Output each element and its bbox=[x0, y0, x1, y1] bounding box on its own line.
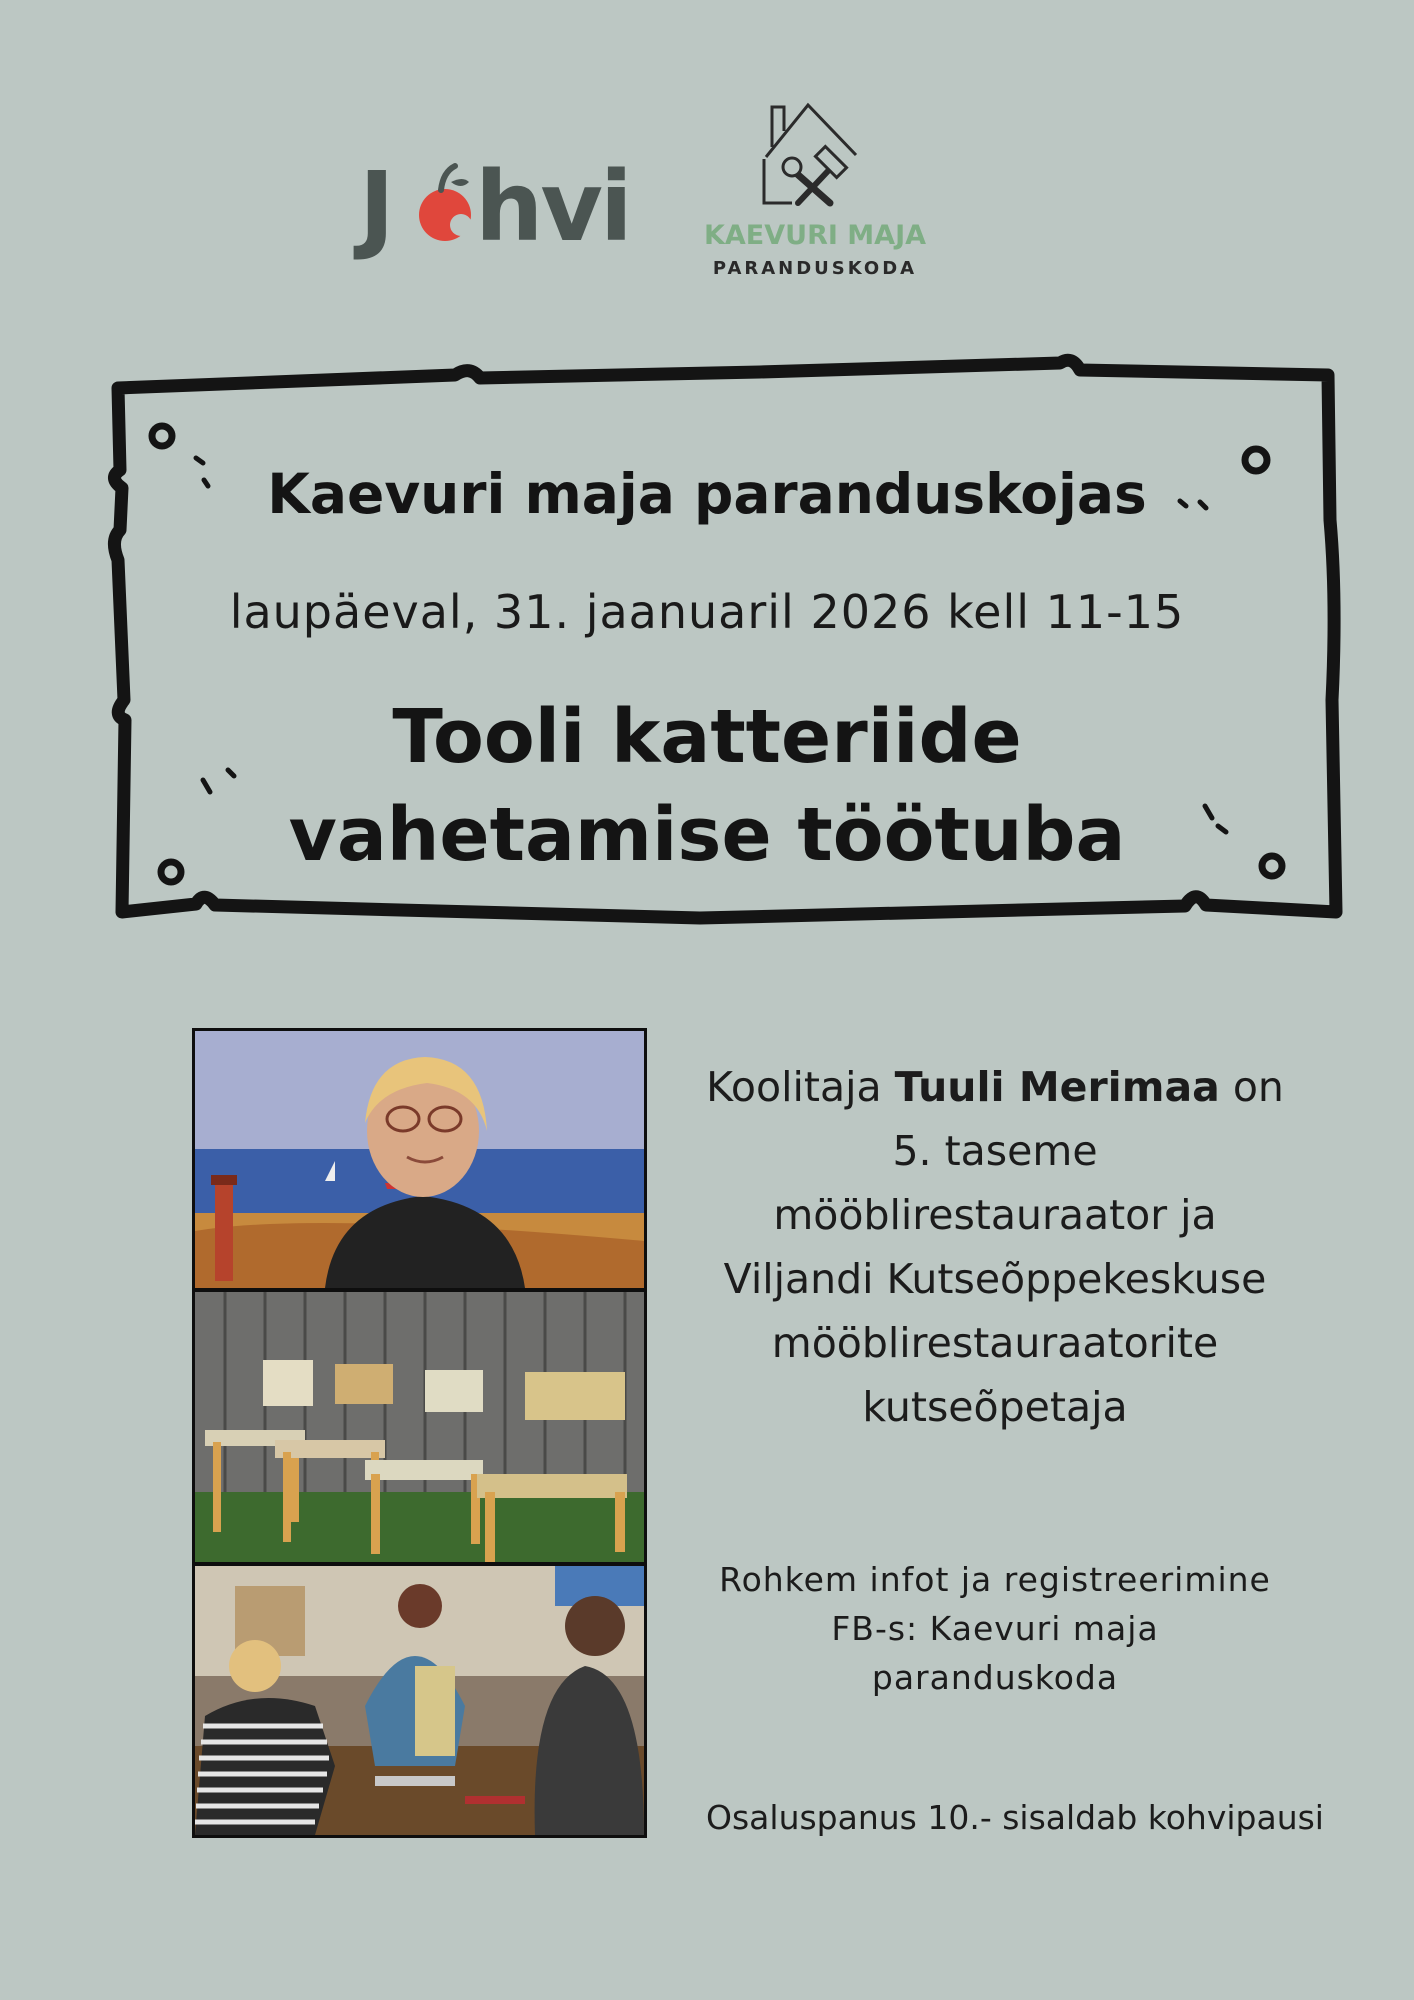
registration-line3: paranduskoda bbox=[871, 1658, 1119, 1697]
kaevuri-logo-name: KAEVURI MAJA bbox=[703, 220, 927, 251]
trainer-line5: mööblirestauraatorite bbox=[771, 1319, 1219, 1367]
registration-line1: Rohkem infot ja registreerimine bbox=[719, 1560, 1271, 1599]
kaevuri-logo-subtitle: PARANDUSKODA bbox=[712, 258, 918, 279]
trainer-line6: kutseõpetaja bbox=[862, 1383, 1128, 1431]
old-chairs-photo bbox=[195, 1292, 644, 1562]
participation-fee: Osaluspanus 10.- sisaldab kohvipausi bbox=[706, 1798, 1324, 1837]
trainer-line3: mööblirestauraator ja bbox=[773, 1191, 1217, 1239]
johvi-logo-text: J bbox=[359, 151, 393, 263]
trainer-line4: Viljandi Kutseõppekeskuse bbox=[723, 1255, 1267, 1303]
board-heading: Kaevuri maja paranduskojas bbox=[267, 462, 1147, 526]
photo-collage bbox=[192, 1028, 647, 1838]
trainer-line1 bbox=[680, 1055, 1310, 1119]
workshop-title-line1: Tooli katteriide bbox=[392, 694, 1022, 780]
workshop-participants-photo bbox=[195, 1566, 644, 1835]
trainer-portrait-photo bbox=[195, 1031, 644, 1288]
trainer-name: Tuuli Merimaa bbox=[894, 1063, 1220, 1111]
workshop-title-line2: vahetamise töötuba bbox=[288, 792, 1126, 878]
workshop-title bbox=[200, 688, 1214, 884]
registration-line2: FB-s: Kaevuri maja bbox=[831, 1609, 1159, 1648]
trainer-description bbox=[680, 1055, 1310, 1439]
event-date: laupäeval, 31. jaanuaril 2026 kell 11-15 bbox=[229, 585, 1185, 639]
registration-info bbox=[680, 1555, 1310, 1702]
trainer-line2: 5. taseme bbox=[892, 1127, 1098, 1175]
trainer-prefix: Koolitaja bbox=[706, 1063, 895, 1111]
svg-text:hvi: hvi bbox=[475, 151, 630, 263]
trainer-suffix: on bbox=[1219, 1063, 1284, 1111]
